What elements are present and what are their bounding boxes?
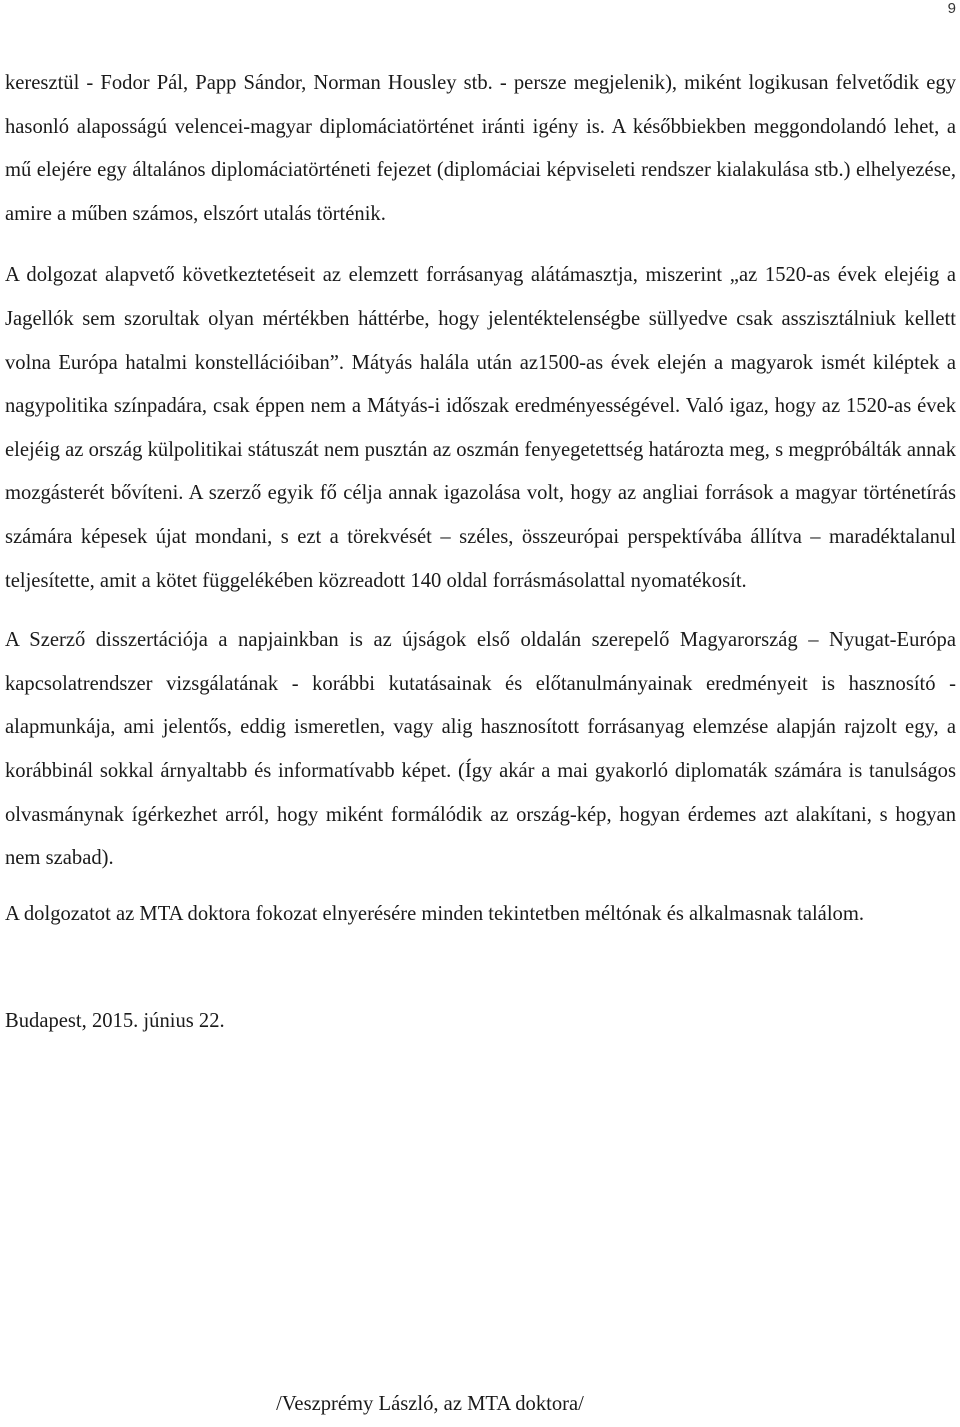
document-body bbox=[5, 62, 956, 1044]
paragraph-recommendation: A dolgozatot az MTA doktora fokozat elnyerésére minden tekintetben méltónak és alkalmasnak találom. bbox=[5, 902, 865, 925]
paragraph-dissertation-assessment: A Szerző disszertációja a napjainkban is az újságok első oldalán szerepelő Magyarország – Nyugat-Európa kapcsolatrendszer vizsgálatának - korábbi kutatásainak és előtanulmányainak eredményeit is hasznosító - alapmunkája, ami jelentős, eddig ismeretlen, vagy alig hasznosított forrásanyag elemzése alapján rajzolt egy, a korábbinál sokkal árnyaltabb és informatívabb képet. (Így akár a mai gyakorló diplomaták számára is tanulságos olvasmánynak ígérkezhet arról, hogy miként formálódik az ország-kép, hogyan érdemes azt alakítani, s hogyan nem szabad). bbox=[5, 629, 956, 870]
signature-line: /Veszprémy László, az MTA doktora/ bbox=[276, 1393, 584, 1415]
paragraph-conclusions: A dolgozat alapvető következtetéseit az elemzett forrásanyag alátámasztja, miszerint „az 1520-as évek elejéig a Jagellók sem szorultak olyan mértékben háttérbe, hogy jelentéktelenségbe süllyedve csak asszisztálniuk kellett volna Európa hatalmi konstellációiban”. Mátyás halála után az1500-as évek elején a magyarok ismét kiléptek a nagypolitika színpadára, csak éppen nem a Mátyás-i időszak eredményességével. Való igaz, hogy az 1520-as évek elejéig az ország külpolitikai státuszát nem pusztán az oszmán fenyegetettség határozta meg, s megpróbálták annak mozgásterét bővíteni. A szerző egyik fő célja annak igazolása volt, hogy az angliai források a magyar történetírás számára képesek újat mondani, s ezt a törekvését – széles, összeurópai perspektívába állítva – maradéktalanul teljesítette, amit a kötet függelékében közreadott 140 oldal forrásmásolattal nyomatékosít. bbox=[5, 264, 956, 592]
paragraph-diplomatic-history: keresztül - Fodor Pál, Papp Sándor, Norman Housley stb. - persze megjelenik), miként logikusan felvetődik egy hasonló alaposságú velencei-magyar diplomáciatörténet iránti igény is. A későbbiekben meggondolandó lehet, a mű elejére egy általános diplomáciatörténeti fejezet (diplomáciai képviseleti rendszer kialakulása stb.) elhelyezése, amire a műben számos, elszórt utalás történik. bbox=[5, 72, 956, 225]
date-line: Budapest, 2015. június 22. bbox=[5, 1010, 225, 1033]
page-number: 9 bbox=[947, 0, 956, 17]
